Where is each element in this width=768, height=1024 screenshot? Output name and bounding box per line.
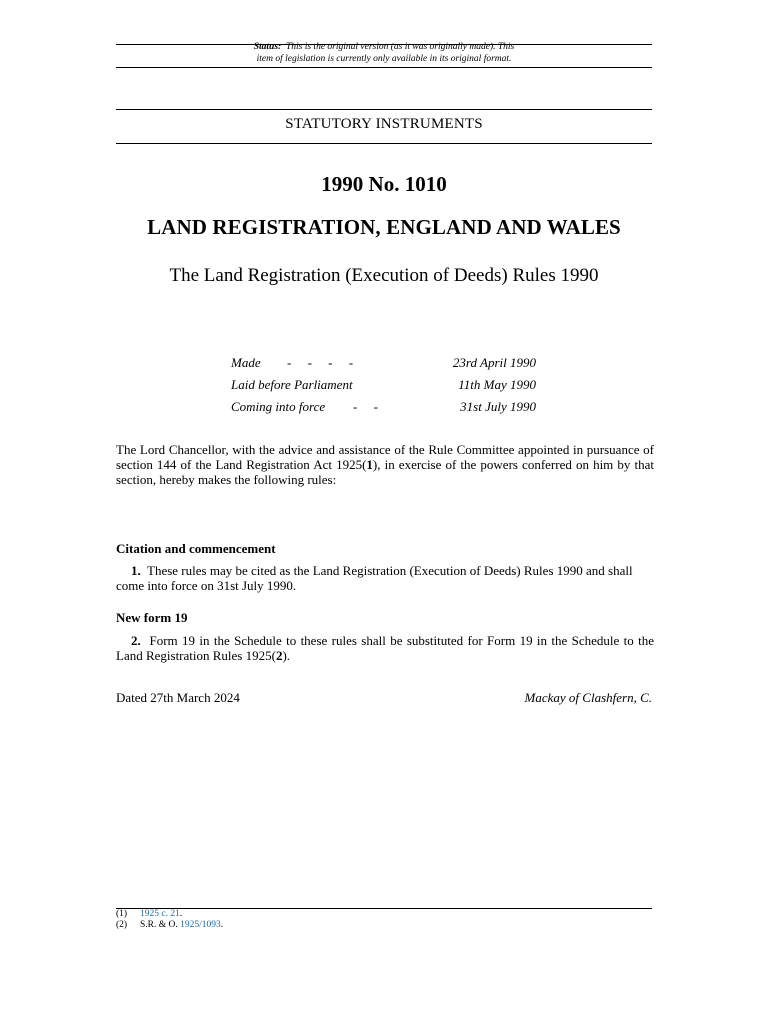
section-2-heading: New form 19 <box>116 610 188 625</box>
series-top-rule <box>116 109 652 110</box>
dates-table <box>231 355 536 415</box>
section-1-heading: Citation and commencement <box>116 541 276 556</box>
footnote-number: (1) <box>116 909 128 919</box>
section-1-body: These rules may be cited as the Land Registration (Execution of Deeds) Rules 1990 and shall come into force on 31st July 1990. <box>116 563 633 593</box>
preamble-text-2: ), in exercise of the powers conferred on him by that section, hereby makes the following rules: <box>116 457 654 487</box>
signature: Mackay of Clashfern, C. <box>524 690 652 705</box>
date-dashes: - - - - <box>287 355 354 370</box>
preamble-text-1: The Lord Chancellor, with the advice and assistance of the Rule Committee appointed in pursuance of section 144 of the Land Registration Act 1925( <box>116 442 654 472</box>
section-1-number: 1. <box>131 563 141 578</box>
status-notice <box>116 41 652 65</box>
series-heading: STATUTORY INSTRUMENTS <box>285 116 483 132</box>
footnote-prefix: S.R. & O. <box>140 920 181 930</box>
section-1-text <box>116 563 654 593</box>
dated-line: Dated 27th March 2024 <box>116 690 240 705</box>
status-label: Status: <box>253 42 282 52</box>
section-2-body-2: ). <box>282 648 291 663</box>
status-bottom-rule <box>116 67 652 68</box>
series-bottom-rule <box>116 143 652 144</box>
date-dashes: - - <box>353 399 378 414</box>
subject-heading: LAND REGISTRATION, ENGLAND AND WALES <box>147 215 621 239</box>
footnote-number: (2) <box>116 920 128 930</box>
footnote-suffix: . <box>220 920 224 930</box>
date-row-made <box>231 355 536 371</box>
date-row-in-force <box>231 399 536 415</box>
footnote-link[interactable]: 1925/1093 <box>180 920 221 930</box>
footnote-suffix: . <box>179 909 183 919</box>
footnote-2 <box>116 920 223 931</box>
preamble <box>116 442 654 487</box>
footnote-ref-2[interactable]: 2 <box>275 648 283 663</box>
date-value: 23rd April 1990 <box>452 355 536 370</box>
date-row-laid <box>231 377 536 393</box>
date-value: 31st July 1990 <box>460 399 536 414</box>
footnote-1 <box>116 909 182 920</box>
footnote-ref-1[interactable]: 1 <box>366 457 373 472</box>
section-2-number: 2. <box>131 633 141 648</box>
date-value: 11th May 1990 <box>458 377 536 392</box>
footnote-rule <box>116 908 652 909</box>
section-2-body-1: Form 19 in the Schedule to these rules shall be substituted for Form 19 in the Schedule to the Land Registration Rules 1925( <box>116 633 655 663</box>
date-label: Coming into force <box>231 399 326 414</box>
section-2-text <box>116 633 654 663</box>
footnote-link[interactable]: 1925 c. 21 <box>140 909 180 919</box>
instrument-title: The Land Registration (Execution of Deeds) Rules 1990 <box>169 265 599 286</box>
date-label: Laid before Parliament <box>231 377 353 392</box>
status-line-1: This is the original version (as it was originally made). This <box>285 42 515 52</box>
status-line-2: item of legislation is currently only available in its original format. <box>256 54 512 64</box>
instrument-number: 1990 No. 1010 <box>321 172 447 196</box>
date-label: Made <box>231 355 261 370</box>
